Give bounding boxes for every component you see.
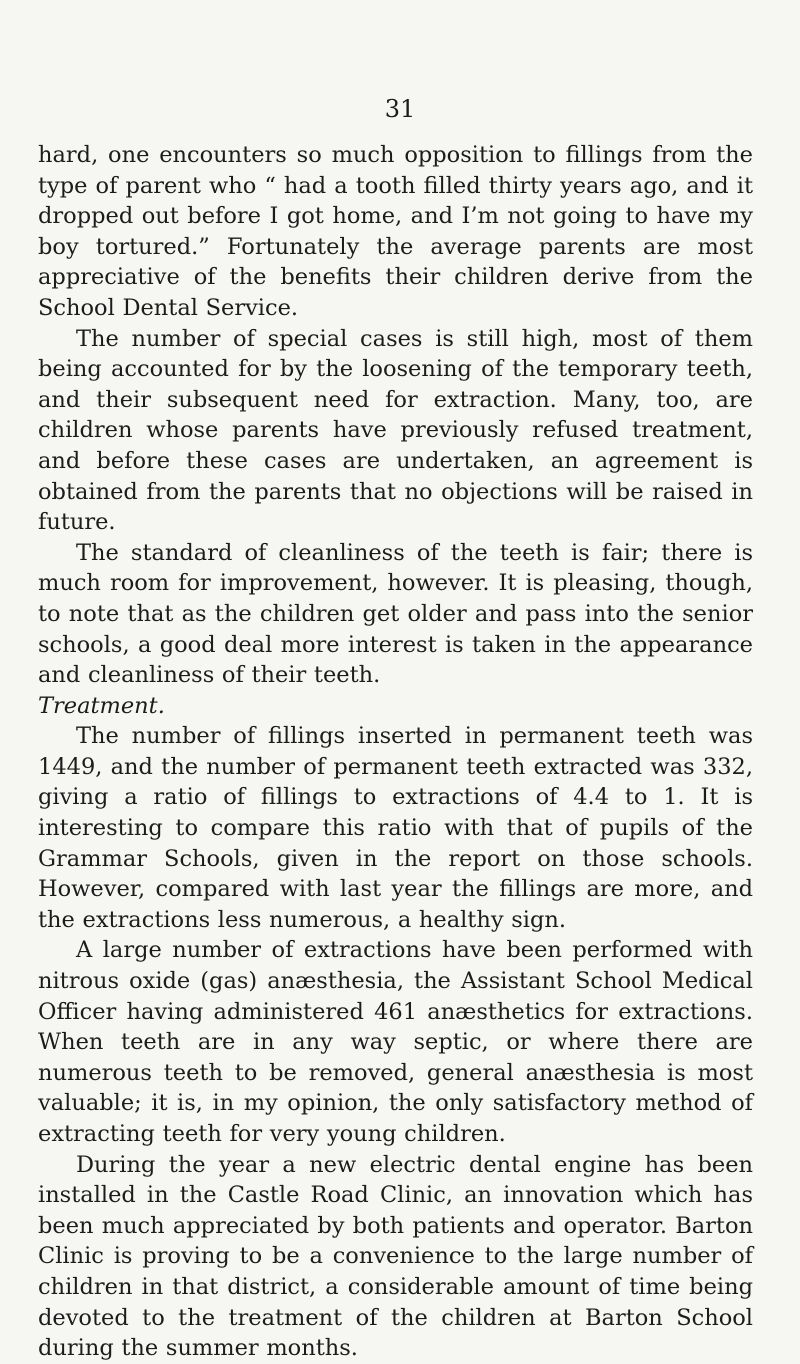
paragraph-anaesthesia: A large number of extractions have been performed with nitrous oxide (gas) anæsthesia, the Assistant School Medical Officer having administered 461 anæsthetics for extractions. When teeth are in any way septic, or where there are numerous teeth to be removed, general anæsthesia is most valuable; it is, in my opinion, the only satisfactory method of extracting teeth for very young children. <box>38 937 753 1147</box>
paragraph-special-cases: The number of special cases is still high, most of them being accounted for by the loosening of the temporary teeth, and their subsequent need for extraction. Many, too, are children whose parents have previously refused treatment, and before these cases are undertaken, an agreement is obtained from the parents that no objections will be raised in future. <box>38 325 753 536</box>
body-text <box>38 140 753 1364</box>
paragraph-fillings: The number of fillings inserted in permanent teeth was 1449, and the number of permanent teeth extracted was 332, giving a ratio of fillings to extractions of 4.4 to 1. It is interesting to compare this ratio with that of pupils of the Grammar Schools, given in the report on those schools. However, compared with last year the fillings are more, and the extractions less numerous, a healthy sign. <box>38 723 753 933</box>
paragraph-opening: hard, one encounters so much opposition to fillings from the type of parent who “ had a tooth filled thirty years ago, and it dropped out before I got home, and I’m not going to have my boy tortured.” Fortunately the average parents are most appreciative of the benefits their children derive from the School Dental Service. <box>38 142 753 321</box>
section-heading-treatment: Treatment. <box>38 692 165 719</box>
paragraph-cleanliness: The standard of cleanliness of the teeth is fair; there is much room for improvement, however. It is pleasing, though, to note that as the children get older and pass into the senior schools, a good deal more interest is taken in the appearance and cleanliness of their teeth. <box>38 539 753 689</box>
paragraph-clinics: During the year a new electric dental engine has been installed in the Castle Road Clinic, an innovation which has been much appreciated by both patients and operator. Barton Clinic is proving to be a convenience to the large number of children in that district, a considerable amount of time being devoted to the treatment of the children at Barton School during the summer months. <box>38 1151 753 1362</box>
page-number: 31 <box>384 95 416 123</box>
